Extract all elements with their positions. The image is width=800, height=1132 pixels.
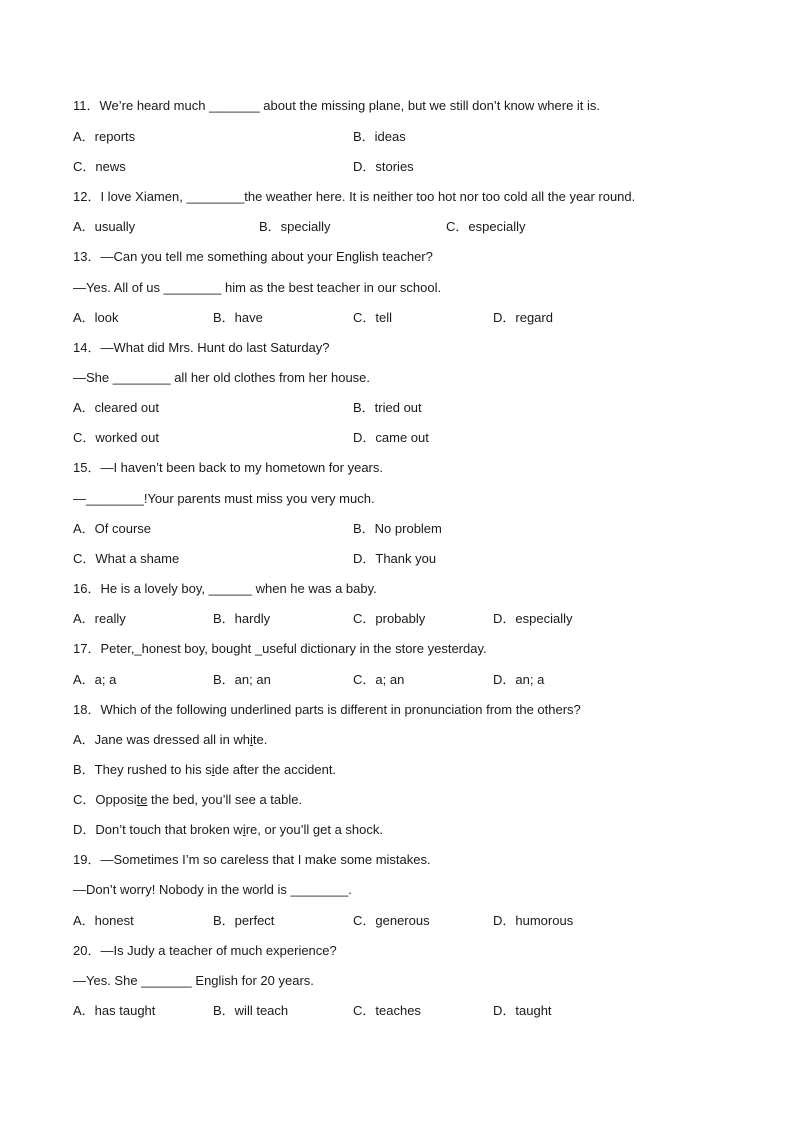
q20-option-b: B．will teach xyxy=(213,1003,289,1018)
q19-option-a: A．honest xyxy=(73,913,134,928)
question-19-reply: —Don’t worry! Nobody in the world is ________. xyxy=(73,882,352,897)
q16-option-c: C．probably xyxy=(353,611,426,626)
q11-option-b: B．ideas xyxy=(353,129,406,144)
q12-option-c: C．especially xyxy=(446,219,526,234)
q20-option-c: C．teaches xyxy=(353,1003,421,1018)
q18-option-b xyxy=(73,760,336,780)
q18-d-underlined: i xyxy=(242,822,246,837)
q13-option-a: A．look xyxy=(73,310,119,325)
q18-option-a xyxy=(73,730,267,750)
q18-a-text-after: te. xyxy=(252,732,268,747)
question-15-stem: 15．—I haven’t been back to my hometown for years. xyxy=(73,460,383,475)
q17-option-b: B．an; an xyxy=(213,672,271,687)
q18-c-text-before: C．Opposi xyxy=(73,792,137,807)
q13-option-b: B．have xyxy=(213,310,263,325)
question-14-reply: —She ________ all her old clothes from her house. xyxy=(73,370,371,385)
q20-option-a: A．has taught xyxy=(73,1003,156,1018)
q19-option-c: C．generous xyxy=(353,913,430,928)
q16-option-d: D．especially xyxy=(493,611,573,626)
q14-option-a: A．cleared out xyxy=(73,400,159,415)
q18-b-text-after: de after the accident. xyxy=(214,762,337,777)
q18-option-d xyxy=(73,820,383,840)
q11-option-a: A．reports xyxy=(73,129,136,144)
q18-b-text-before: B．They rushed to his s xyxy=(73,762,212,777)
q16-option-b: B．hardly xyxy=(213,611,271,626)
q13-option-d: D．regard xyxy=(493,310,553,325)
q15-option-a: A．Of course xyxy=(73,521,152,536)
q18-c-underlined: te xyxy=(136,792,148,807)
question-19-stem: 19．—Sometimes I’m so careless that I make some mistakes. xyxy=(73,852,431,867)
q18-c-text-after: the bed, you’ll see a table. xyxy=(147,792,303,807)
q19-option-b: B．perfect xyxy=(213,913,275,928)
q18-option-c xyxy=(73,790,302,810)
question-13-stem: 13．—Can you tell me something about your English teacher? xyxy=(73,249,433,264)
question-13-reply: —Yes. All of us ________ him as the best teacher in our school. xyxy=(73,280,442,295)
question-11-stem: 11．We’re heard much _______ about the missing plane, but we still don’t know where it is. xyxy=(73,98,601,113)
q19-option-d: D．humorous xyxy=(493,913,574,928)
question-14-stem: 14．—What did Mrs. Hunt do last Saturday? xyxy=(73,340,330,355)
question-20-stem: 20．—Is Judy a teacher of much experience? xyxy=(73,943,337,958)
question-12-stem: 12．I love Xiamen, ________the weather here. It is neither too hot nor too cold all the year round. xyxy=(73,189,636,204)
question-20-reply: —Yes. She _______ English for 20 years. xyxy=(73,973,314,988)
q14-option-b: B．tried out xyxy=(353,400,422,415)
question-15-reply: —________!Your parents must miss you very much. xyxy=(73,491,375,506)
q16-option-a: A．really xyxy=(73,611,126,626)
q20-option-d: D．taught xyxy=(493,1003,552,1018)
question-16-stem: 16．He is a lovely boy, ______ when he was a baby. xyxy=(73,581,377,596)
q14-option-c: C．worked out xyxy=(73,430,159,445)
q12-option-a: A．usually xyxy=(73,219,136,234)
q13-option-c: C．tell xyxy=(353,310,393,325)
q12-option-b: B．specially xyxy=(259,219,331,234)
q14-option-d: D．came out xyxy=(353,430,429,445)
q18-d-text-before: D．Don’t touch that broken w xyxy=(73,822,243,837)
q17-option-d: D．an; a xyxy=(493,672,545,687)
question-17-stem: 17．Peter,_honest boy, bought _useful dictionary in the store yesterday. xyxy=(73,641,487,656)
q11-option-d: D．stories xyxy=(353,159,414,174)
q18-a-underlined: i xyxy=(250,732,253,747)
q15-option-d: D．Thank you xyxy=(353,551,437,566)
q18-b-underlined: i xyxy=(211,762,215,777)
q15-option-c: C．What a shame xyxy=(73,551,180,566)
q15-option-b: B．No problem xyxy=(353,521,442,536)
q18-d-text-after: re, or you’ll get a shock. xyxy=(245,822,383,837)
q17-option-c: C．a; an xyxy=(353,672,405,687)
question-18-stem: 18．Which of the following underlined parts is different in pronunciation from the others? xyxy=(73,702,581,717)
q18-a-text-before: A．Jane was dressed all in wh xyxy=(73,732,251,747)
q11-option-c: C．news xyxy=(73,159,126,174)
q17-option-a: A．a; a xyxy=(73,672,117,687)
